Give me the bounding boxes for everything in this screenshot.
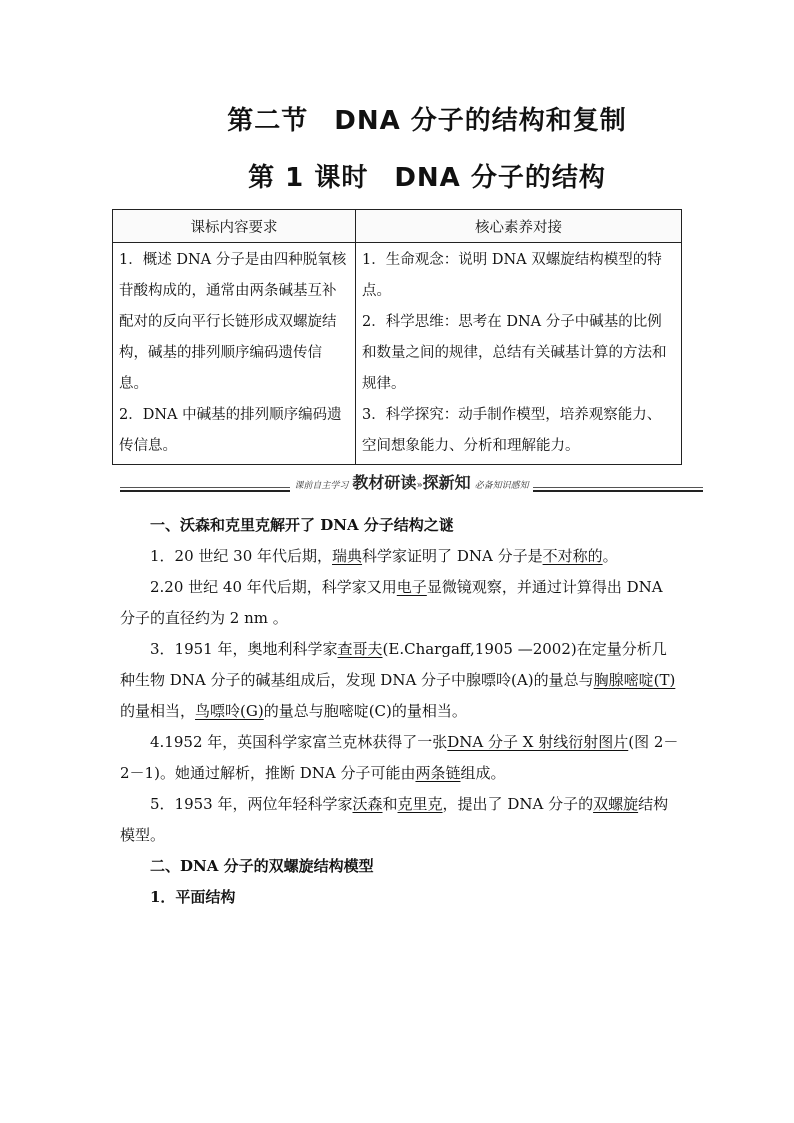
blank-answer: DNA 分子 X 射线衍射图片 [447,733,629,751]
divider-main-1: 教材研读 [352,473,417,492]
list-item: 3．1951 年，奥地利科学家查哥夫(E.Chargaff,1905 —2002)在定量分析几种生物 DNA 分子的碱基组成后，发现 DNA 分子中腺嘌呤(A)的量总与胸腺嘧啶(T)的量相当，鸟嘌呤(G)的量总与胞嘧啶(C)的量相当。 [120,640,676,720]
section2-heading: 二、DNA 分子的双螺旋结构模型 [150,857,374,875]
blank-answer: 查哥夫 [337,640,383,658]
curriculum-cell [113,243,356,465]
standards-table [112,209,682,465]
header-competency: 核心素养对接 [356,210,682,243]
section-name: DNA 分子的结构和复制 [334,106,627,136]
double-chevron-icon: » [416,480,423,491]
header-curriculum: 课标内容要求 [113,210,356,243]
curriculum-item: 1．概述 DNA 分子是由四种脱氧核苷酸构成的，通常由两条碱基互补配对的反向平行长链形成双螺旋结构，碱基的排列顺序编码遗传信息。 [119,252,347,392]
divider-main-2: 探新知 [422,473,471,492]
lesson-subtitle [0,157,794,194]
blank-answer: 双螺旋 [593,795,639,813]
section1-heading: 一、沃森和克里克解开了 DNA 分子结构之谜 [150,516,454,534]
blank-answer: 鸟嘌呤(G) [195,702,264,720]
subsection-heading: 1．平面结构 [150,888,236,906]
list-item: 1．20 世纪 30 年代后期，瑞典科学家证明了 DNA 分子是不对称的。 [150,547,618,565]
lesson-title [0,100,794,137]
period-name: DNA 分子的结构 [394,163,606,193]
table-header-row [113,210,682,243]
curriculum-item: 2．DNA 中碱基的排列顺序编码遗传信息。 [119,407,342,454]
list-item: 2.20 世纪 40 年代后期，科学家又用电子显微镜观察，并通过计算得出 DNA 分子的直径约为 2 nm 。 [120,578,663,627]
list-item: 5．1953 年，两位年轻科学家沃森和克里克，提出了 DNA 分子的双螺旋结构模型。 [120,795,669,844]
blank-answer: 克里克 [397,795,443,813]
divider-right-label: 必备知识感知 [471,481,533,491]
list-item: 4.1952 年，英国科学家富兰克林获得了一张DNA 分子 X 射线衍射图片(图 2－2－1)。她通过解析，推断 DNA 分子可能由两条链组成。 [120,733,679,782]
divider-left-label: 课前自主学习 [290,481,352,491]
blank-answer: 电子 [396,578,427,596]
competency-item: 2．科学思维：思考在 DNA 分子中碱基的比例和数量之间的规律，总结有关碱基计算的方法和规律。 [362,314,667,392]
competency-item: 1．生命观念：说明 DNA 双螺旋结构模型的特点。 [362,252,662,299]
section-number: 第二节 [227,106,309,136]
blank-answer: 瑞典 [332,547,363,565]
blank-answer: 不对称的 [542,547,603,565]
blank-answer: 沃森 [352,795,383,813]
main-content [120,510,680,913]
blank-answer: 两条链 [415,764,461,782]
section-divider [120,470,703,496]
competency-cell [356,243,682,465]
blank-answer: 胸腺嘧啶(T) [593,671,676,689]
period-number: 第 1 课时 [248,163,369,193]
competency-item: 3．科学探究：动手制作模型，培养观察能力、空间想象能力、分析和理解能力。 [362,407,662,454]
table-row [113,243,682,465]
